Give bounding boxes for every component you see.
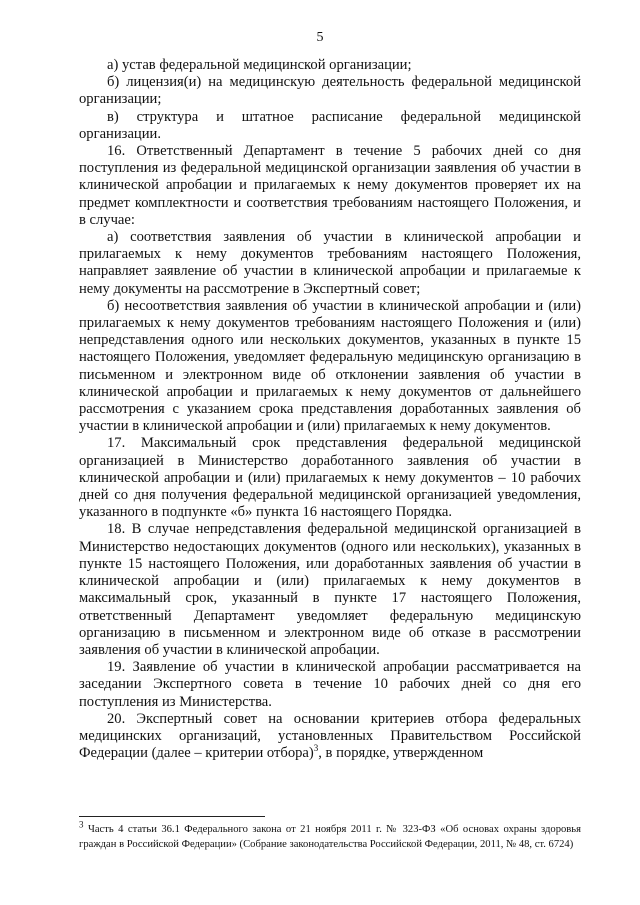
footnote-separator	[79, 816, 265, 817]
paragraph-20	[79, 711, 581, 763]
paragraph-16a: а) соответствия заявления об участии в клинической апробации и прилагаемых к нему документов требованиям настоящего Положения, направляет заявление об участии в клинической апробации и прилагаемые к нему документы на рассмотрение в Экспертный совет;	[79, 229, 581, 297]
footnote	[79, 819, 581, 852]
paragraph-17: 17. Максимальный срок представления федеральной медицинской организацией в Министерство доработанного заявления об участии в клинической апробации и (или) прилагаемых к нему документов – 10 рабочих дней со дня получения федеральной медицинской организацией уведомления, указанного в подпункте «б» пункта 16 настоящего Порядка.	[79, 435, 581, 521]
footnote-marker: 3	[79, 819, 84, 830]
document-body	[79, 57, 581, 762]
paragraph-16: 16. Ответственный Департамент в течение 5 рабочих дней со дня поступления из федеральной медицинской организации заявления об участии в клинической апробации и прилагаемых к нему документов проверяет их на предмет комплектности и соответствия требованиям настоящего Положения, и в случае:	[79, 143, 581, 228]
footnote-text: Часть 4 статьи 36.1 Федерального закона от 21 ноября 2011 г. № 323-ФЗ «Об основах охраны здоровья граждан в Российской Федерации» (Собрание законодательства Российской Федерации, 2011, № 48, ст. 6724)	[79, 824, 581, 850]
paragraph-15a: а) устав федеральной медицинской организации;	[107, 57, 412, 73]
paragraph-20-text: 20. Экспертный совет на основании критериев отбора федеральных медицинских организаций, установленных Правительством Российской Федерации (далее – критерии отбора)	[79, 710, 581, 762]
paragraph-15b: б) лицензия(и) на медицинскую деятельность федеральной медицинской организации;	[79, 74, 581, 108]
paragraph-15c: в) структура и штатное расписание федеральной медицинской организации.	[79, 108, 581, 142]
paragraph-19: 19. Заявление об участии в клинической апробации рассматривается на заседании Экспертного совета в течение 10 рабочих дней со дня его поступления из Министерства.	[79, 659, 581, 710]
footnote-reference: 3	[313, 743, 319, 754]
paragraph-18: 18. В случае непредставления федеральной медицинской организацией в Министерство недостающих документов (одного или нескольких), указанных в пункте 15 настоящего Положения, или доработанных заявления об участии в клинической апробации и (или) прилагаемых к нему документов в максимальный срок, указанный в пункте 17 настоящего Положения, ответственный Департамент уведомляет федеральную медицинскую организацию в письменном и электронном виде об отказе в рассмотрении заявления об участии в клинической апробации.	[79, 521, 581, 658]
paragraph-16b: б) несоответствия заявления об участии в клинической апробации и (или) прилагаемых к нему документов требованиям настоящего Положения и (или) непредставления одного или нескольких документов, указанных в пункте 15 настоящего Положения, уведомляет федеральную медицинскую организацию в письменном и электронном виде об отклонении заявления об участии в клинической апробации и прилагаемых к нему документов от дальнейшего рассмотрения с указанием срока представления доработанных заявления об участии в клинической апробации и (или) прилагаемых к нему документов.	[79, 297, 581, 435]
paragraph-20-continuation: , в порядке, утвержденном	[318, 745, 484, 762]
page-number: 5	[316, 30, 324, 45]
